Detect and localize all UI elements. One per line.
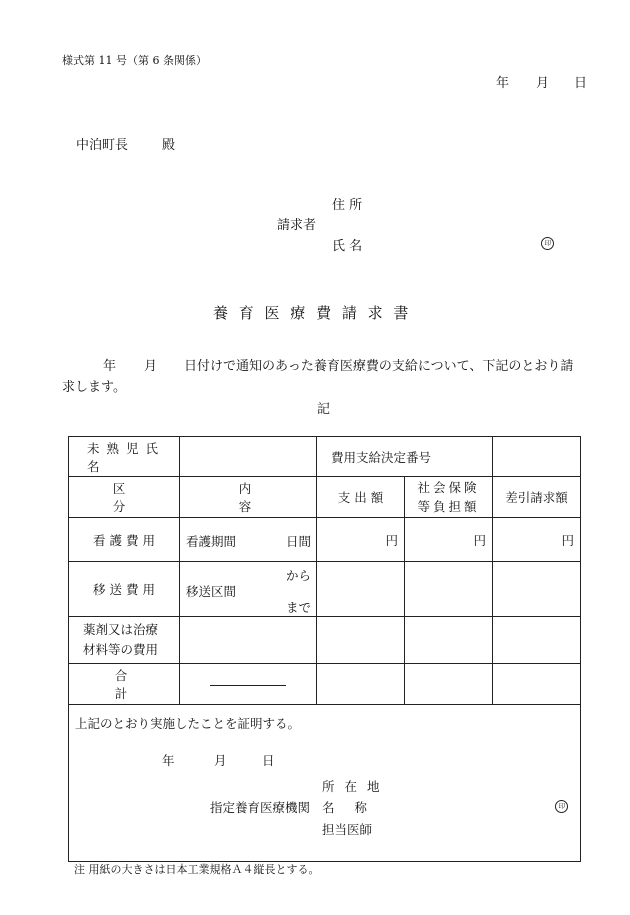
total-label: 合 計 [69, 664, 180, 705]
body-line-1: 日付けで通知のあった養育医療費の支給について、下記のとおり請 [184, 359, 574, 374]
table-row-header [69, 477, 581, 518]
table-row-transport [69, 562, 581, 617]
nursing-expenditure-cell[interactable] [317, 518, 405, 562]
certification-cell [69, 705, 581, 862]
claimant-label: 請求者 [277, 218, 317, 233]
cert-month-label: 月 [214, 753, 227, 768]
date-day-label: 日 [574, 76, 588, 91]
body-month-label: 月 [144, 359, 158, 374]
nursing-yen-3: 円 [561, 532, 575, 548]
medicine-label [69, 617, 180, 664]
nursing-period-cell[interactable] [180, 518, 317, 562]
infant-name-label: 未熟児氏名 [69, 437, 180, 477]
body-year-label: 年 [103, 359, 117, 374]
cert-institution-label: 指定養育医療機関 [210, 800, 311, 815]
certification-text: 上記のとおり実施したことを証明する。 [75, 716, 301, 731]
medicine-expenditure-cell[interactable] [317, 617, 405, 664]
transport-section-cell[interactable] [180, 562, 317, 617]
nursing-days-label: 日間 [285, 534, 311, 549]
footnote: 注 用紙の大きさは日本工業規格Ａ４縦長とする。 [74, 863, 320, 876]
medicine-insurance-cell[interactable] [405, 617, 493, 664]
table-row-certification [69, 705, 581, 862]
claim-table [68, 436, 581, 862]
addressee-name: 中泊町長 [76, 138, 129, 153]
total-dash [210, 685, 286, 686]
header-insurance-line2: 等負担額 [417, 499, 480, 514]
medicine-label-line2: 材料等の費用 [83, 642, 159, 657]
total-claim-cell[interactable] [493, 664, 581, 705]
transport-to-label: まで [285, 600, 311, 615]
cert-year-label: 年 [162, 753, 175, 768]
infant-name-cell[interactable] [180, 437, 317, 477]
total-insurance-cell[interactable] [405, 664, 493, 705]
cert-seal-icon: 印 [555, 800, 568, 813]
ki-label: 記 [317, 402, 331, 417]
nursing-period-label: 看護期間 [186, 534, 237, 549]
medicine-content-cell[interactable] [180, 617, 317, 664]
decision-number-cell[interactable] [493, 437, 581, 477]
table-row-infant [69, 437, 581, 477]
document-title: 養 育 医 療 費 請 求 書 [213, 304, 412, 322]
total-content-cell [180, 664, 317, 705]
cert-day-label: 日 [262, 753, 275, 768]
claimant-seal-icon: 印 [541, 237, 554, 250]
nursing-insurance-cell[interactable] [405, 518, 493, 562]
transport-insurance-cell[interactable] [405, 562, 493, 617]
body-line-2: 求します。 [62, 380, 126, 395]
transport-expenditure-cell[interactable] [317, 562, 405, 617]
table-row-total [69, 664, 581, 705]
transport-section-label: 移送区間 [186, 584, 237, 599]
claimant-address-label: 住 所 [332, 198, 363, 213]
addressee-honorific: 殿 [162, 138, 176, 153]
header-insurance [405, 477, 493, 518]
table-row-medicine [69, 617, 581, 664]
transport-claim-cell[interactable] [493, 562, 581, 617]
decision-number-label: 費用支給決定番号 [317, 437, 493, 477]
transport-label: 移 送 費 用 [69, 562, 180, 617]
nursing-claim-cell[interactable] [493, 518, 581, 562]
header-content: 内 容 [180, 477, 317, 518]
transport-from-label: から [285, 568, 311, 583]
header-expenditure: 支 出 額 [317, 477, 405, 518]
header-claim: 差引請求額 [493, 477, 581, 518]
table-row-nursing [69, 518, 581, 562]
nursing-yen-2: 円 [473, 532, 487, 548]
cert-doctor-label: 担当医師 [322, 822, 373, 837]
medicine-label-line1: 薬剤又は治療 [83, 622, 159, 637]
date-year-label: 年 [496, 76, 510, 91]
cert-location-label: 所 在 地 [322, 779, 383, 794]
cert-name-label: 名 称 [322, 800, 375, 815]
form-number: 様式第 11 号（第 6 条関係） [62, 54, 207, 67]
header-insurance-line1: 社会保険 [417, 480, 480, 495]
date-month-label: 月 [536, 76, 550, 91]
total-expenditure-cell[interactable] [317, 664, 405, 705]
header-category: 区 分 [69, 477, 180, 518]
nursing-label: 看 護 費 用 [69, 518, 180, 562]
nursing-yen-1: 円 [385, 532, 398, 548]
claimant-name-label: 氏 名 [332, 239, 363, 254]
medicine-claim-cell[interactable] [493, 617, 581, 664]
